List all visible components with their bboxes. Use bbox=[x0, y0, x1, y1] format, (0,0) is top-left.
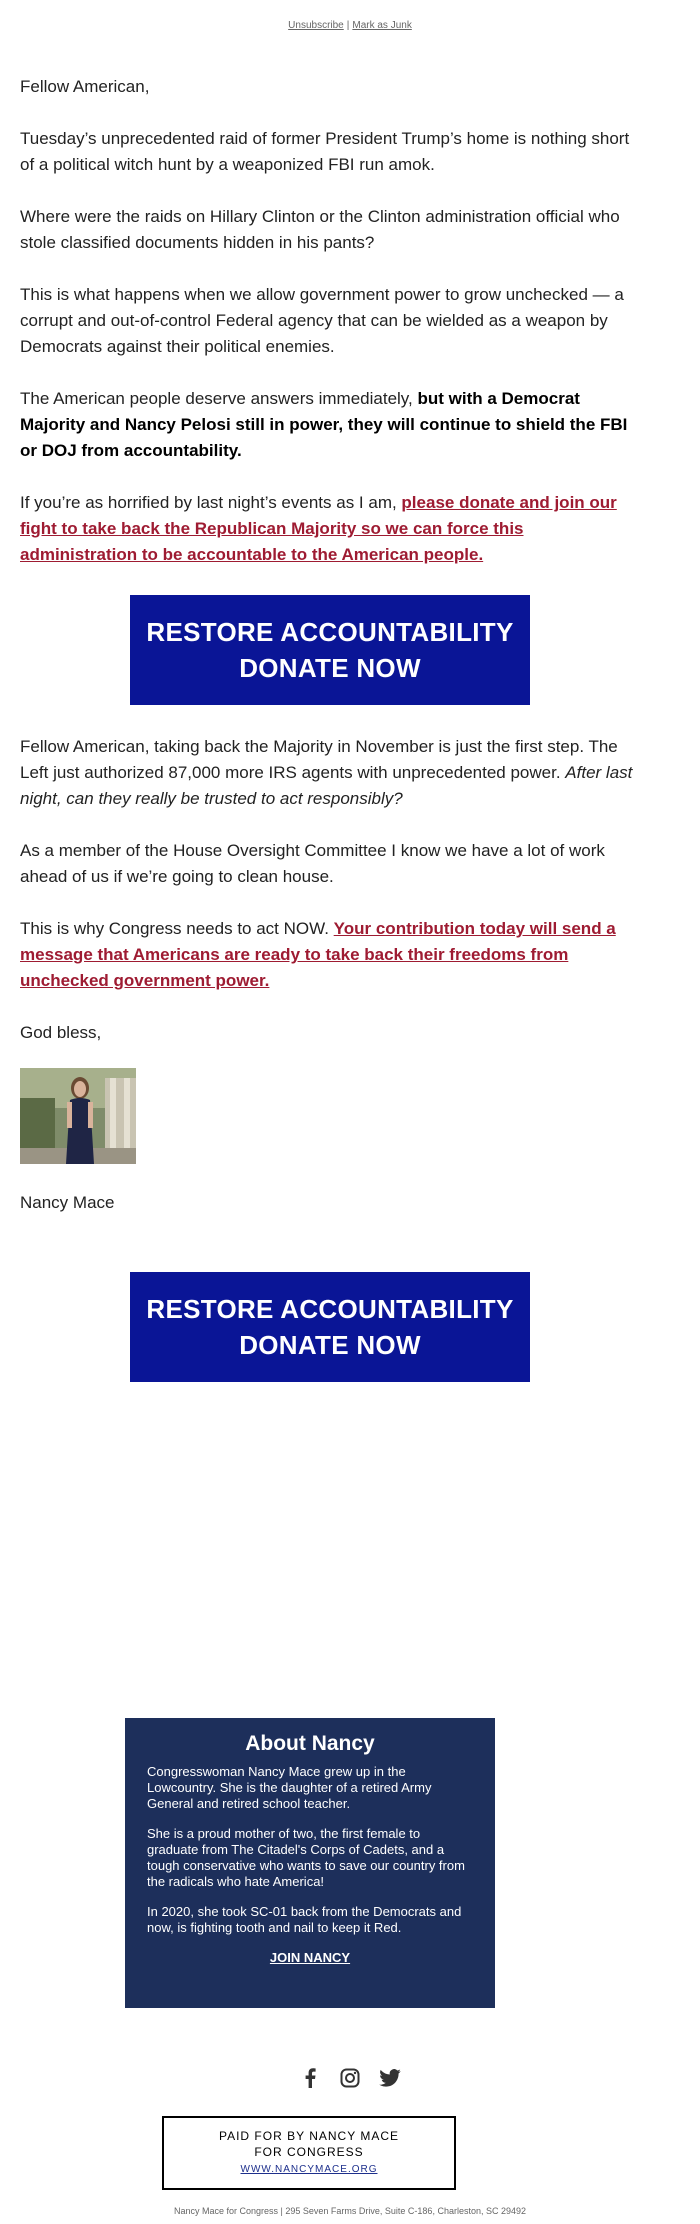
donate-button-top[interactable] bbox=[130, 595, 530, 705]
website-link[interactable]: WWW.NANCYMACE.ORG bbox=[240, 2164, 378, 2175]
about-paragraph-1: Congresswoman Nancy Mace grew up in the Lowcountry. She is the daughter of a retired Army General and retired school teacher. bbox=[147, 1764, 432, 1811]
donate-link-1[interactable]: please donate and join our fight to take back the Republican Majority so we can force this administration to be accountable to the American people. bbox=[20, 493, 617, 564]
nancy-photo bbox=[20, 1068, 136, 1164]
paragraph-1: Tuesday’s unprecedented raid of former President Trump’s home is nothing short of a political witch hunt by a weaponized FBI run amok. bbox=[20, 129, 630, 174]
about-paragraph-2: She is a proud mother of two, the first female to graduate from The Citadel's Corps of Cadets, and a tough conservative who wants to save our country from the radicals who hate America! bbox=[147, 1826, 465, 1889]
paragraph-4 bbox=[20, 386, 640, 464]
twitter-icon[interactable] bbox=[379, 2067, 401, 2089]
paragraph-8-text: This is why Congress needs to act NOW. bbox=[20, 919, 334, 938]
about-nancy-box bbox=[125, 1718, 495, 2008]
paragraph-6-text: Fellow American, taking back the Majority in November is just the first step. The Left just authorized 87,000 more IRS agents with unprecedented power. bbox=[20, 737, 618, 782]
paragraph-6 bbox=[20, 734, 640, 812]
social-icons bbox=[0, 2067, 700, 2089]
facebook-icon[interactable] bbox=[299, 2067, 321, 2089]
paid-for-box bbox=[162, 2116, 456, 2190]
footer-address: Nancy Mace for Congress | 295 Seven Farms Drive, Suite C-186, Charleston, SC 29492 bbox=[174, 2206, 526, 2216]
mark-as-junk-link[interactable]: Mark as Junk bbox=[352, 20, 412, 31]
photo-illustration bbox=[20, 1068, 136, 1164]
paragraph-4-bold: but with a Democrat Majority and Nancy Pelosi still in power, they will continue to shield the FBI or DOJ from accountability. bbox=[20, 389, 628, 460]
paid-for-line2: FOR CONGRESS bbox=[254, 2145, 364, 2159]
instagram-icon[interactable] bbox=[339, 2067, 361, 2089]
about-title: About Nancy bbox=[245, 1732, 375, 1755]
signature: Nancy Mace bbox=[20, 1193, 115, 1212]
paragraph-6-italic: After last night, can they really be trusted to act responsibly? bbox=[20, 763, 633, 808]
join-nancy-link[interactable]: JOIN NANCY bbox=[269, 1950, 351, 1965]
donate-button-bottom[interactable] bbox=[130, 1272, 530, 1382]
donate-button-line2: DONATE NOW bbox=[239, 653, 421, 683]
about-paragraph-3: In 2020, she took SC-01 back from the Democrats and now, is fighting tooth and nail to keep it Red. bbox=[147, 1904, 462, 1935]
sign-off: God bless, bbox=[20, 1023, 102, 1042]
donate-button-line1: RESTORE ACCOUNTABILITY bbox=[146, 617, 514, 647]
paragraph-5 bbox=[20, 490, 640, 568]
link-separator: | bbox=[346, 20, 350, 31]
paragraph-8 bbox=[20, 916, 640, 994]
donate-button-line2: DONATE NOW bbox=[239, 1330, 421, 1360]
greeting: Fellow American, bbox=[20, 77, 150, 96]
donate-link-2[interactable]: Your contribution today will send a message that Americans are ready to take back their freedoms from unchecked government power. bbox=[20, 919, 616, 990]
paragraph-5-text: If you’re as horrified by last night’s events as I am, bbox=[20, 493, 402, 512]
paragraph-3: This is what happens when we allow government power to grow unchecked — a corrupt and out-of-control Federal agency that can be wielded as a weapon by Democrats against their political enemies. bbox=[20, 285, 624, 356]
top-links bbox=[0, 20, 700, 31]
paragraph-2: Where were the raids on Hillary Clinton or the Clinton administration official who stole classified documents hidden in his pants? bbox=[20, 207, 620, 252]
paragraph-7: As a member of the House Oversight Committee I know we have a lot of work ahead of us if we’re going to clean house. bbox=[20, 841, 605, 886]
donate-button-line1: RESTORE ACCOUNTABILITY bbox=[146, 1294, 514, 1324]
paid-for-line1: PAID FOR BY NANCY MACE bbox=[218, 2129, 400, 2143]
paragraph-4-text: The American people deserve answers immediately, bbox=[20, 389, 418, 408]
unsubscribe-link[interactable]: Unsubscribe bbox=[288, 20, 344, 31]
